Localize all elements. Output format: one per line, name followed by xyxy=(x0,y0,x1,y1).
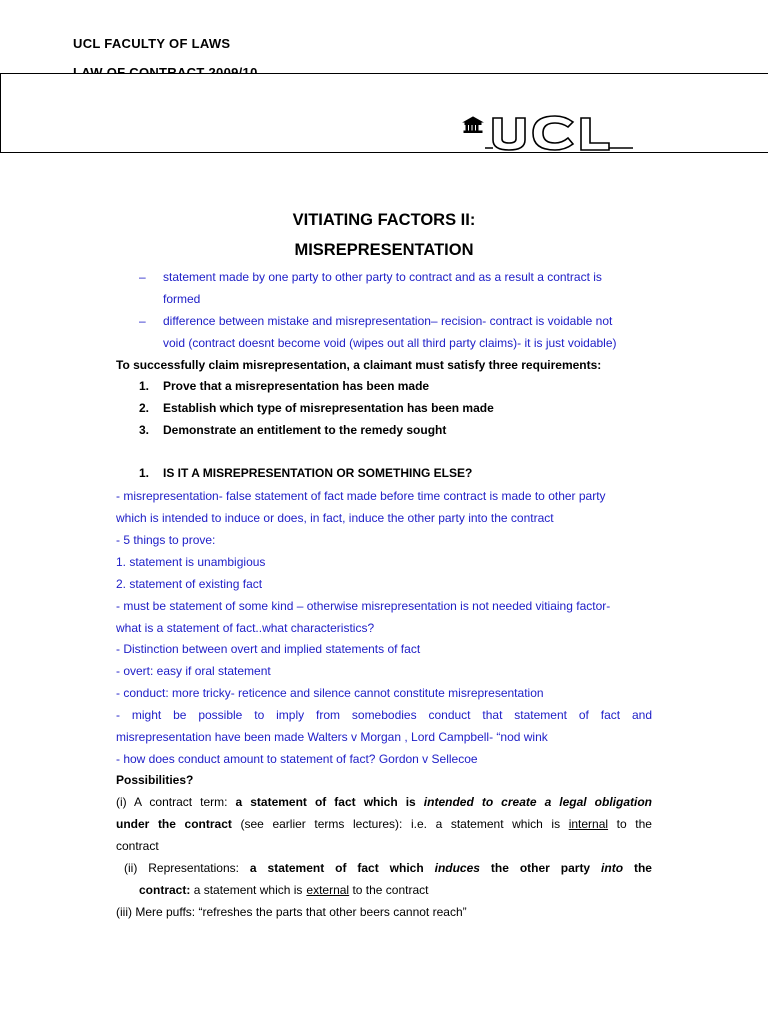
document-title-line1: VITIATING FACTORS II: xyxy=(292,211,476,229)
underlined-text: internal xyxy=(568,817,609,831)
italic-text: intended to create a legal obligation xyxy=(423,795,652,809)
bullet-text: formed xyxy=(163,292,201,306)
note-line: - Distinction between overt and implied statements of fact xyxy=(116,642,421,656)
note-line: - conduct: more tricky- reticence and silence cannot constitute misrepresentation xyxy=(116,686,544,700)
possibility-label: (ii) Representations: xyxy=(124,861,239,875)
bold-text: the other party xyxy=(490,861,591,875)
note-line: - how does conduct amount to statement of fact? Gordon v Sellecoe xyxy=(116,752,478,766)
plain-text: to the contract xyxy=(352,883,429,897)
bullet-text: statement made by one party to other party to contract and as a result a contract is xyxy=(163,270,602,284)
note-line: - 5 things to prove: xyxy=(116,533,216,547)
requirement-item: Demonstrate an entitlement to the remedy sought xyxy=(163,423,447,437)
faculty-header: UCL FACULTY OF LAWS xyxy=(73,36,231,51)
underlined-text: external xyxy=(306,883,350,897)
requirement-item: Establish which type of misrepresentation has been made xyxy=(163,401,494,415)
bold-text: a statement of fact which is xyxy=(235,795,416,809)
ucl-logo xyxy=(461,112,641,156)
note-line: - might be possible to imply from somebodies conduct that statement of fact and xyxy=(116,708,652,722)
list-number: 2. xyxy=(139,401,150,415)
possibility-ii-line1 xyxy=(124,861,652,875)
possibility-ii-line2 xyxy=(139,883,429,897)
possibility-label: (i) A contract term: xyxy=(116,795,228,809)
note-line: what is a statement of fact..what characteristics? xyxy=(116,621,375,635)
plain-text: (see earlier terms lectures): i.e. a statement which is xyxy=(240,817,561,831)
bullet-marker: – xyxy=(139,270,146,284)
requirement-item: Prove that a misrepresentation has been made xyxy=(163,379,430,393)
possibilities-heading: Possibilities? xyxy=(116,773,194,787)
plain-text: to the xyxy=(616,817,652,831)
bullet-text: void (contract doesnt become void (wipes out all third party claims)- it is just voidable) xyxy=(163,336,617,350)
bullet-text: difference between mistake and misrepresentation– recision- contract is voidable not xyxy=(163,314,613,328)
section-number: 1. xyxy=(139,466,150,480)
possibility-i-line1 xyxy=(116,795,652,809)
plain-text: a statement which is xyxy=(193,883,303,897)
possibility-i-line3: contract xyxy=(116,839,159,853)
bold-text: under the contract xyxy=(116,817,232,831)
note-line: 1. statement is unambigious xyxy=(116,555,266,569)
logo-text: UCL xyxy=(461,112,464,113)
bold-text: the xyxy=(633,861,652,875)
italic-text: into xyxy=(601,861,624,875)
note-line: - must be statement of some kind – otherwise misrepresentation is not needed vitiaing factor- xyxy=(116,599,611,613)
possibility-iii: (iii) Mere puffs: “refreshes the parts that other beers cannot reach” xyxy=(116,905,467,919)
note-line: - overt: easy if oral statement xyxy=(116,664,271,678)
bold-text: a statement of fact which xyxy=(249,861,424,875)
note-line: misrepresentation have been made Walters v Morgan , Lord Campbell- “nod wink xyxy=(116,730,548,744)
note-line: 2. statement of existing fact xyxy=(116,577,263,591)
italic-text: induces xyxy=(434,861,480,875)
header-banner xyxy=(0,73,768,153)
list-number: 1. xyxy=(139,379,150,393)
possibility-i-line2 xyxy=(116,817,652,831)
note-line: which is intended to induce or does, in fact, induce the other party into the contract xyxy=(116,511,554,525)
requirements-heading: To successfully claim misrepresentation, a claimant must satisfy three requirements: xyxy=(116,358,602,372)
list-number: 3. xyxy=(139,423,150,437)
bullet-marker: – xyxy=(139,314,146,328)
ucl-building-icon xyxy=(464,117,482,133)
note-line: - misrepresentation- false statement of fact made before time contract is made to other party xyxy=(116,489,606,503)
document-title-line2: MISREPRESENTATION xyxy=(294,241,474,259)
section-heading: IS IT A MISREPRESENTATION OR SOMETHING ELSE? xyxy=(163,466,473,480)
bold-text: contract: xyxy=(139,883,191,897)
